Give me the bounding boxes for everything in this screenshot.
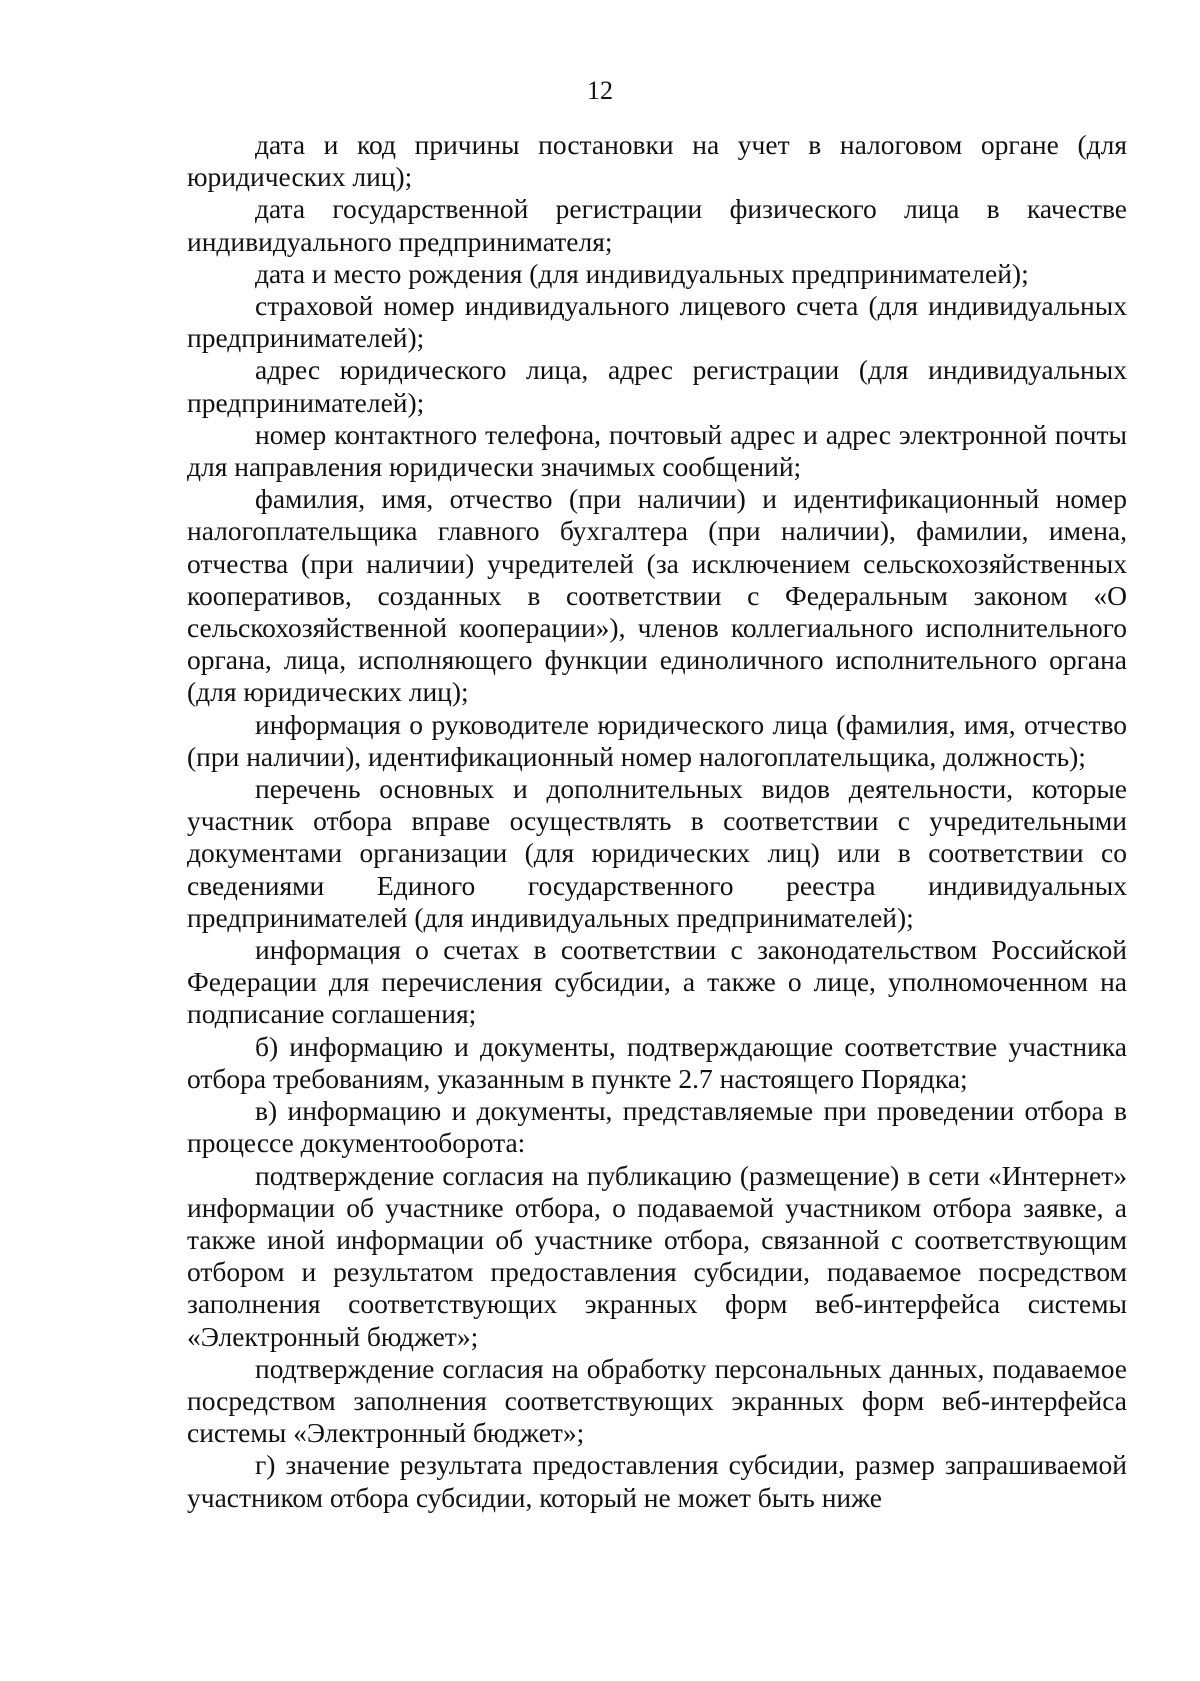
paragraph-personal-data-consent: подтверждение согласия на обработку персональных данных, подаваемое посредством заполнения соответствующих экранных форм веб-интерфейса системы «Электронный бюджет»;	[187, 1352, 1127, 1449]
paragraph-contact-info: номер контактного телефона, почтовый адрес и адрес электронной почты для направления юридически значимых сообщений;	[187, 418, 1127, 483]
paragraph-item-v: в) информацию и документы, представляемые при проведении отбора в процессе документооборота:	[187, 1095, 1127, 1159]
paragraph-bank-accounts: информация о счетах в соответствии с законодательством Российской Федерации для перечисления субсидии, а также о лице, уполномоченном на подписание соглашения;	[187, 934, 1127, 1030]
paragraph-item-b: б) информацию и документы, подтверждающие соответствие участника отбора требованиям, указанным в пункте 2.7 настоящего Порядка;	[187, 1030, 1127, 1094]
paragraph-legal-address: адрес юридического лица, адрес регистрации (для индивидуальных предпринимателей);	[187, 354, 1127, 418]
paragraph-birth-date-place: дата и место рождения (для индивидуальных предпринимателей);	[255, 257, 1029, 289]
paragraph-publication-consent: подтверждение согласия на публикацию (размещение) в сети «Интернет» информации об участнике отбора, о подаваемой участником отбора заявке, а также иной информации об участнике отбора, связанной с соответствующим отбором и результатом предоставления субсидии, подаваемое посредством заполнения соответствующих экранных форм веб-интерфейса системы «Электронный бюджет»;	[187, 1159, 1127, 1352]
paragraph-state-registration-date: дата государственной регистрации физического лица в качестве индивидуального предпринимателя;	[187, 193, 1127, 257]
paragraph-tax-registration-code: дата и код причины постановки на учет в налоговом органе (для юридических лиц);	[187, 129, 1127, 193]
paragraph-insurance-number: страховой номер индивидуального лицевого счета (для индивидуальных предпринимателей);	[187, 290, 1127, 354]
paragraph-head-info: информация о руководителе юридического лица (фамилия, имя, отчество (при наличии), идентификационный номер налогоплательщика, должность);	[187, 708, 1127, 772]
paragraph-item-g: г) значение результата предоставления субсидии, размер запрашиваемой участником отбора субсидии, который не может быть ниже	[187, 1449, 1127, 1513]
paragraph-accountant-founders: фамилия, имя, отчество (при наличии) и идентификационный номер налогоплательщика главного бухгалтера (при наличии), фамилии, имена, отчества (при наличии) учредителей (за исключением сельскохозяйственных кооперативов, созданных в соответствии с Федеральным законом «О сельскохозяйственной кооперации»), членов коллегиального исполнительного органа, лица, исполняющего функции единоличного исполнительного органа (для юридических лиц);	[187, 483, 1127, 708]
paragraph-activity-types: перечень основных и дополнительных видов деятельности, которые участник отбора вправе осуществлять в соответствии с учредительными документами организации (для юридических лиц) или в соответствии со сведениями Единого государственного реестра индивидуальных предпринимателей (для индивидуальных предпринимателей);	[187, 773, 1127, 933]
document-body	[187, 129, 1127, 1514]
page-number: 12	[587, 76, 613, 105]
